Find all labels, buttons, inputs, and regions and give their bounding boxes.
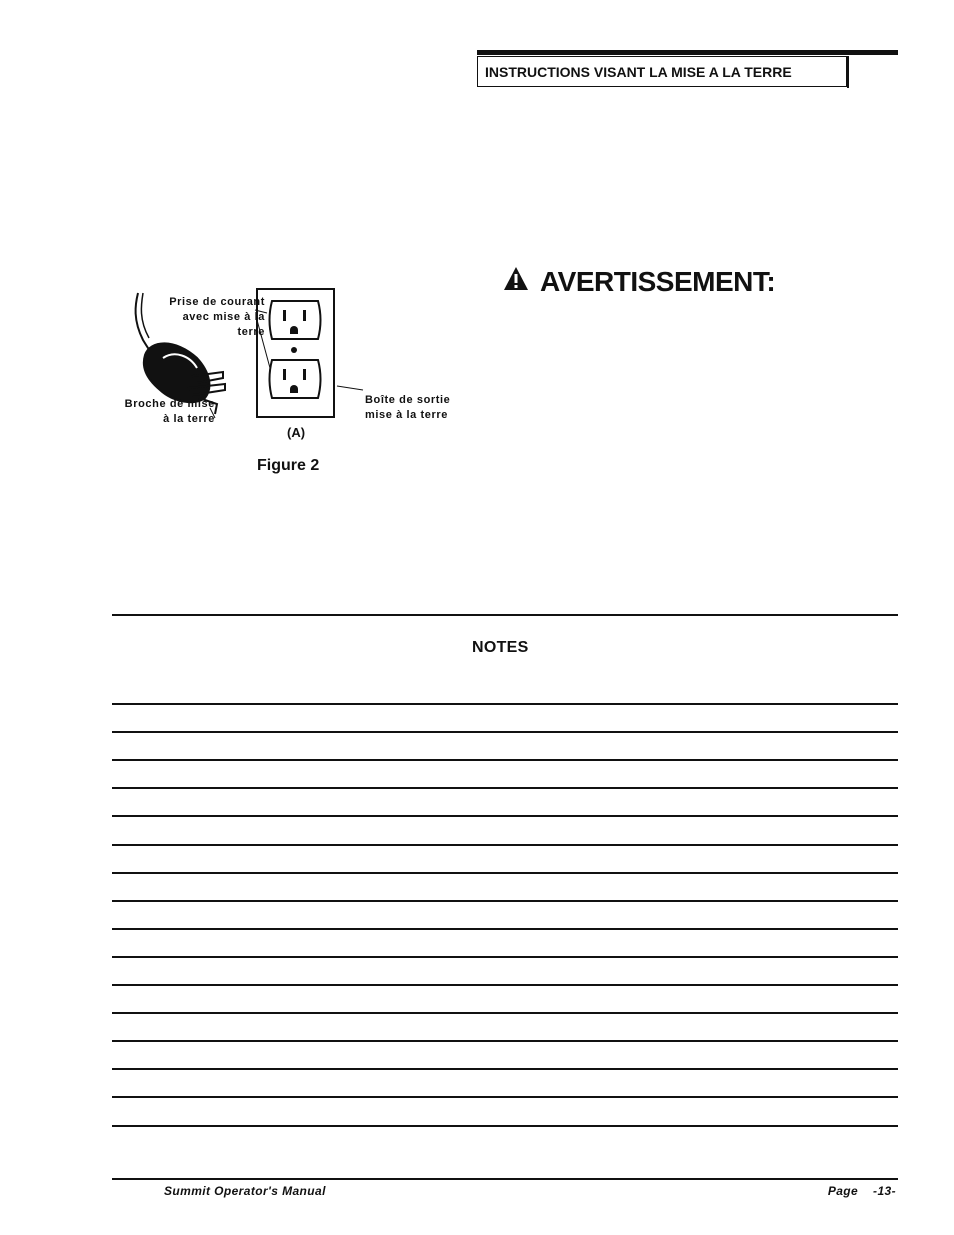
outlet-box-label: Boîte de sortie mise à la terre [365,394,451,421]
note-line [112,872,898,874]
note-line [112,844,898,846]
note-line [112,1125,898,1127]
note-line [112,984,898,986]
note-line [112,731,898,733]
note-line [112,900,898,902]
receptacle-label: Prise de courant avec mise à la terre [169,296,265,338]
note-line [112,815,898,817]
header-bar [477,50,898,55]
note-line [112,1012,898,1014]
ground-pin-label: Broche de mise à la terre [124,398,215,425]
footer-page-number: Page -13- [827,1184,896,1198]
note-line [112,956,898,958]
notes-top-rule [112,614,898,616]
note-line [112,759,898,761]
note-line [112,787,898,789]
figure-panel-label: (A) [287,425,306,440]
note-line [112,1068,898,1070]
note-line [112,928,898,930]
warning-title: AVERTISSEMENT: [540,266,776,297]
note-line [112,703,898,705]
section-header-shadow [847,56,849,88]
warning-triangle-icon [503,266,529,292]
notes-title: NOTES [472,639,529,656]
footer-rule [112,1178,898,1180]
footer-manual-title: Summit Operator's Manual [164,1184,326,1198]
figure-caption: Figure 2 [257,457,320,474]
note-line [112,1096,898,1098]
note-line [112,1040,898,1042]
section-header: INSTRUCTIONS VISANT LA MISE A LA TERRE [477,56,847,87]
